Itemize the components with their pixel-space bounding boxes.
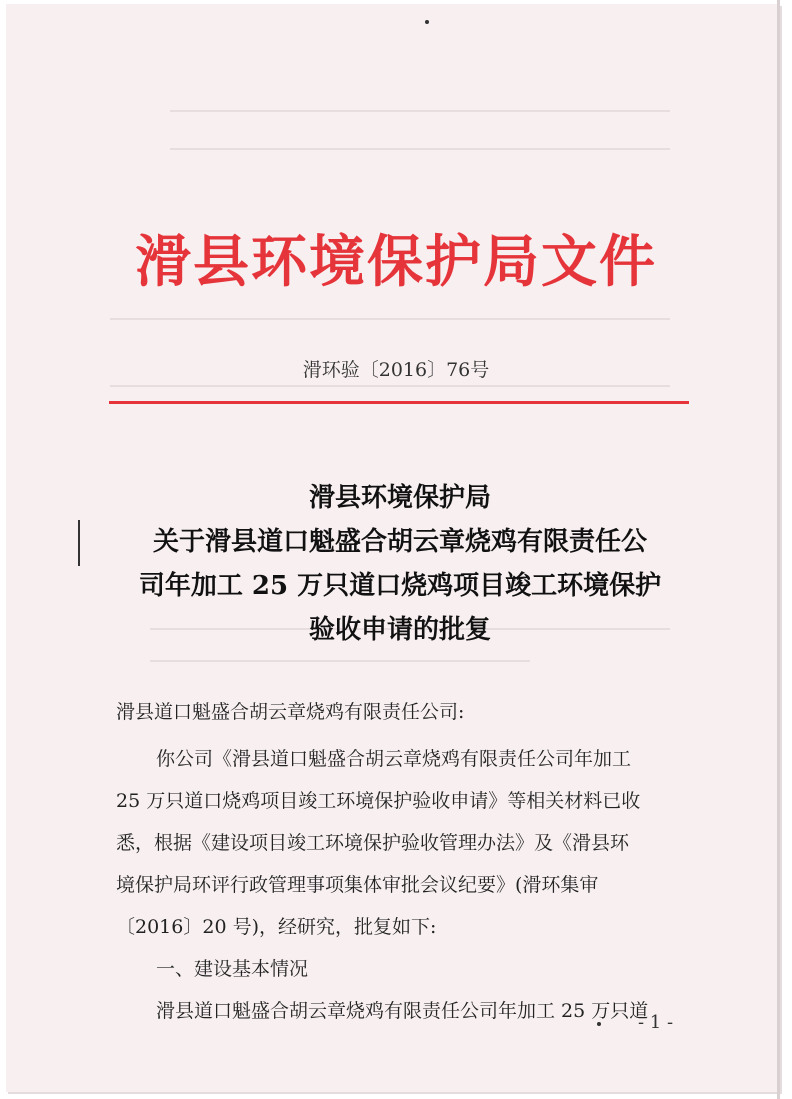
body-line: 25 万只道口烧鸡项目竣工环境保护验收申请》等相关材料已收 [116,790,641,812]
title-line: 关于滑县道口魁盛合胡云章烧鸡有限责任公 [152,527,647,557]
document-title [100,476,700,652]
body-line: 你公司《滑县道口魁盛合胡云章烧鸡有限责任公司年加工 [156,748,632,770]
body-line: 境保护局环评行政管理事项集体审批会议纪要》(滑环集审 [116,874,599,896]
page-edge [777,0,780,1099]
bleed-through-line [170,110,670,112]
bleed-through-line [170,148,670,150]
salutation: 滑县道口魁盛合胡云章烧鸡有限责任公司: [116,701,465,723]
page-number: - 1 - [638,1012,674,1033]
red-divider [109,401,689,404]
bleed-through-line [110,318,670,320]
document-number: 滑环验〔2016〕76号 [302,359,490,381]
title-line: 验收申请的批复 [308,615,491,645]
title-line: 滑县环境保护局 [308,483,491,513]
document-header-title: 滑县环境保护局文件 [135,230,657,295]
scan-speck [425,20,429,24]
body-line: 〔2016〕20 号)，经研究，批复如下: [116,916,437,938]
body-line: 滑县道口魁盛合胡云章烧鸡有限责任公司年加工 25 万只道 [156,1000,649,1022]
section-heading: 一、建设基本情况 [156,958,309,980]
bleed-through-line [110,385,670,387]
margin-mark [78,520,80,566]
body-text [116,738,694,1032]
bleed-through-line [150,660,530,662]
title-line: 司年加工 25 万只道口烧鸡项目竣工环境保护 [138,571,662,601]
body-line: 悉，根据《建设项目竣工环境保护验收管理办法》及《滑县环 [116,832,630,854]
